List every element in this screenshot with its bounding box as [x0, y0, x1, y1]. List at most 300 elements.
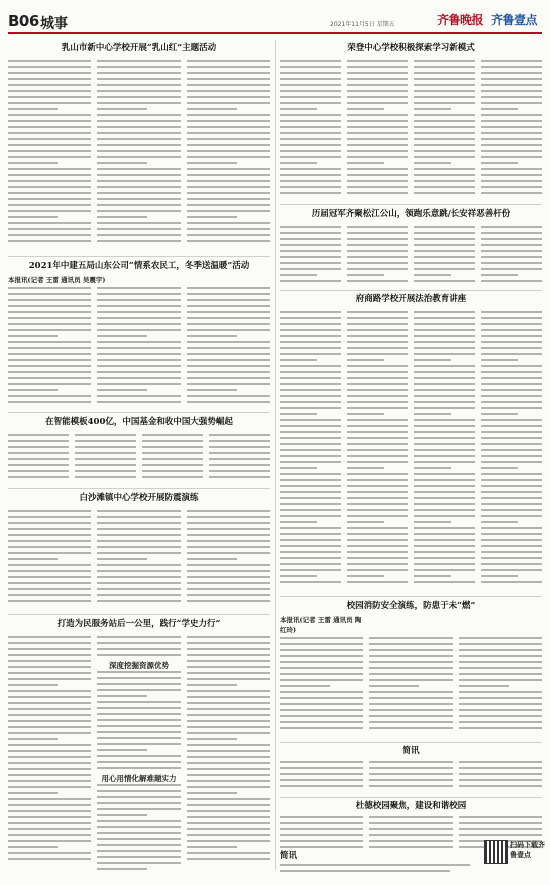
- text-line: [459, 637, 542, 639]
- text-line: [97, 132, 180, 134]
- text-line: [8, 401, 91, 403]
- text-line: [481, 479, 542, 481]
- text-line: [187, 108, 237, 110]
- text-line: [347, 443, 408, 445]
- text-line: [481, 96, 542, 98]
- text-line: [414, 551, 475, 553]
- text-line: [280, 870, 450, 872]
- text-line: [414, 359, 451, 361]
- text-line: [481, 262, 542, 264]
- text-line: [459, 703, 542, 705]
- text-line: [414, 262, 475, 264]
- text-line: [280, 84, 341, 86]
- text-line: [97, 138, 180, 140]
- text-line: [414, 575, 451, 577]
- text-line: [187, 852, 270, 854]
- text-line: [481, 78, 542, 80]
- text-line: [280, 846, 363, 848]
- text-line: [8, 204, 91, 206]
- text-line: [209, 476, 270, 478]
- text-line: [187, 323, 270, 325]
- text-line: [8, 126, 91, 128]
- text-line: [97, 210, 180, 212]
- text-line: [347, 90, 408, 92]
- text-line: [8, 822, 91, 824]
- text-line: [187, 335, 237, 337]
- text-line: [347, 102, 408, 104]
- text-line: [481, 317, 542, 319]
- text-line: [97, 868, 147, 870]
- text-line: [97, 120, 180, 122]
- text-line: [142, 476, 203, 478]
- text-line: [8, 341, 91, 343]
- text-line: [187, 738, 237, 740]
- text-line: [347, 383, 408, 385]
- text-line: [187, 144, 270, 146]
- text-line: [97, 695, 147, 697]
- text-line: [8, 702, 91, 704]
- text-line: [8, 311, 91, 313]
- text-line: [347, 280, 408, 282]
- text-line: [347, 395, 408, 397]
- text-line: [414, 443, 475, 445]
- text-line: [97, 594, 180, 596]
- text-line: [414, 485, 475, 487]
- text-line: [347, 72, 408, 74]
- text-line: [481, 250, 542, 252]
- text-line: [8, 792, 58, 794]
- text-line: [347, 311, 408, 313]
- text-line: [280, 761, 363, 763]
- text-line: [280, 539, 341, 541]
- text-line: [97, 648, 180, 650]
- text-line: [280, 864, 470, 866]
- text-line: [97, 66, 180, 68]
- text-line: [97, 749, 147, 751]
- text-line: [187, 834, 270, 836]
- text-line: [8, 347, 91, 349]
- text-line: [347, 335, 408, 337]
- text-line: [459, 761, 542, 763]
- text-line: [347, 389, 408, 391]
- qr-label: 扫码下载齐鲁壹点: [510, 840, 545, 859]
- rule: [280, 797, 542, 798]
- text-line: [8, 648, 91, 650]
- article-body: [280, 226, 542, 286]
- text-line: [414, 425, 475, 427]
- text-line: [347, 323, 408, 325]
- text-line: [481, 132, 542, 134]
- text-line: [459, 828, 542, 830]
- text-line: [481, 551, 542, 553]
- text-line: [8, 852, 91, 854]
- text-line: [187, 240, 270, 242]
- text-line: [187, 570, 270, 572]
- brand-blue: 齐鲁壹点: [491, 13, 538, 27]
- article-body: [8, 287, 270, 407]
- text-line: [187, 564, 270, 566]
- text-line: [97, 767, 180, 769]
- text-line: [8, 804, 91, 806]
- text-line: [187, 516, 270, 518]
- article-body: [280, 864, 480, 872]
- text-line: [8, 582, 91, 584]
- text-line: [459, 822, 542, 824]
- text-line: [347, 527, 408, 529]
- text-line: [8, 558, 58, 560]
- text-line: [8, 726, 91, 728]
- text-line: [369, 685, 419, 687]
- text-line: [280, 563, 341, 565]
- text-line: [187, 582, 270, 584]
- text-line: [187, 216, 237, 218]
- col: [8, 636, 91, 870]
- text-line: [8, 305, 91, 307]
- text-line: [280, 767, 363, 769]
- text-line: [280, 785, 363, 787]
- text-line: [280, 371, 341, 373]
- text-line: [369, 834, 452, 836]
- text-line: [369, 709, 452, 711]
- text-line: [8, 642, 91, 644]
- text-line: [187, 102, 270, 104]
- text-line: [347, 533, 408, 535]
- text-line: [187, 347, 270, 349]
- text-line: [347, 256, 408, 258]
- text-line: [280, 114, 341, 116]
- text-line: [481, 323, 542, 325]
- text-line: [347, 347, 408, 349]
- text-line: [347, 66, 408, 68]
- qr-code[interactable]: [484, 840, 508, 864]
- text-line: [209, 464, 270, 466]
- text-line: [97, 96, 180, 98]
- text-line: [142, 452, 203, 454]
- text-line: [414, 521, 451, 523]
- text-line: [280, 317, 341, 319]
- text-line: [209, 434, 270, 436]
- text-line: [481, 72, 542, 74]
- text-line: [481, 467, 518, 469]
- text-line: [481, 274, 518, 276]
- text-line: [187, 648, 270, 650]
- col: [75, 434, 136, 482]
- text-line: [280, 649, 363, 651]
- col: [8, 510, 91, 606]
- text-line: [347, 371, 408, 373]
- issue-date: 2021年11月5日 星期五: [330, 21, 395, 28]
- text-line: [97, 862, 180, 864]
- text-line: [97, 311, 180, 313]
- text-line: [347, 132, 408, 134]
- text-line: [187, 756, 270, 758]
- text-line: [481, 180, 542, 182]
- text-line: [414, 371, 475, 373]
- text-line: [8, 293, 91, 295]
- text-line: [8, 732, 91, 734]
- text-line: [97, 299, 180, 301]
- text-line: [187, 510, 270, 512]
- col: [280, 816, 363, 852]
- text-line: [97, 186, 180, 188]
- text-line: [8, 768, 91, 770]
- text-line: [8, 156, 91, 158]
- text-line: [97, 341, 180, 343]
- text-line: [209, 440, 270, 442]
- text-line: [414, 150, 475, 152]
- text-line: [8, 66, 91, 68]
- text-line: [280, 527, 341, 529]
- text-line: [187, 534, 270, 536]
- text-line: [369, 816, 452, 818]
- text-line: [481, 575, 518, 577]
- text-line: [347, 431, 408, 433]
- text-line: [414, 335, 475, 337]
- text-line: [97, 844, 180, 846]
- text-line: [481, 509, 542, 511]
- text-line: [97, 719, 180, 721]
- text-line: [414, 509, 475, 511]
- text-line: [8, 174, 91, 176]
- text-line: [347, 407, 408, 409]
- text-line: [481, 365, 542, 367]
- text-line: [187, 576, 270, 578]
- text-line: [8, 359, 91, 361]
- text-line: [187, 311, 270, 313]
- text-line: [347, 479, 408, 481]
- text-line: [347, 473, 408, 475]
- text-line: [97, 287, 180, 289]
- text-line: [280, 353, 341, 355]
- text-line: [459, 643, 542, 645]
- text-line: [369, 643, 452, 645]
- text-line: [280, 545, 341, 547]
- article-9: [8, 618, 270, 870]
- text-line: [481, 144, 542, 146]
- text-line: [280, 90, 341, 92]
- text-line: [481, 359, 518, 361]
- text-line: [459, 715, 542, 717]
- text-line: [459, 767, 542, 769]
- text-line: [414, 192, 475, 194]
- text-line: [8, 810, 91, 812]
- text-line: [97, 168, 180, 170]
- text-line: [142, 458, 203, 460]
- text-line: [187, 365, 270, 367]
- text-line: [481, 311, 542, 313]
- text-line: [8, 434, 69, 436]
- text-line: [142, 464, 203, 466]
- text-line: [97, 323, 180, 325]
- text-line: [414, 515, 475, 517]
- article-body: [8, 434, 270, 482]
- text-line: [8, 816, 91, 818]
- text-line: [414, 383, 475, 385]
- text-line: [8, 78, 91, 80]
- text-line: [481, 126, 542, 128]
- text-line: [97, 192, 180, 194]
- text-line: [187, 84, 270, 86]
- text-line: [414, 329, 475, 331]
- text-line: [187, 401, 270, 403]
- text-line: [414, 232, 475, 234]
- text-line: [187, 744, 270, 746]
- text-line: [347, 341, 408, 343]
- text-line: [8, 395, 91, 397]
- text-line: [97, 60, 180, 62]
- text-line: [187, 678, 270, 680]
- text-line: [280, 727, 363, 729]
- text-line: [187, 90, 270, 92]
- text-line: [97, 162, 147, 164]
- text-line: [75, 452, 136, 454]
- headline-4: 历届冠军齐聚松江公山，领跑乐意跳/长安祥恶善杆份: [311, 209, 511, 219]
- text-line: [369, 779, 452, 781]
- text-line: [414, 126, 475, 128]
- text-line: [347, 509, 408, 511]
- article-body: [8, 60, 270, 246]
- col: [459, 761, 542, 791]
- text-line: [481, 563, 542, 565]
- text-line: [280, 685, 330, 687]
- text-line: [481, 66, 542, 68]
- article-body: [280, 60, 542, 198]
- text-line: [280, 521, 317, 523]
- text-line: [187, 377, 270, 379]
- text-line: [8, 756, 91, 758]
- text-line: [97, 72, 180, 74]
- text-line: [280, 407, 341, 409]
- text-line: [481, 268, 542, 270]
- text-line: [481, 114, 542, 116]
- text-line: [187, 353, 270, 355]
- text-line: [97, 814, 147, 816]
- text-line: [481, 244, 542, 246]
- text-line: [347, 491, 408, 493]
- text-line: [414, 72, 475, 74]
- text-line: [8, 216, 58, 218]
- text-line: [280, 779, 363, 781]
- text-line: [209, 446, 270, 448]
- text-line: [280, 377, 341, 379]
- text-line: [280, 679, 363, 681]
- text-line: [97, 383, 180, 385]
- article-10: [280, 745, 542, 795]
- text-line: [414, 78, 475, 80]
- text-line: [347, 138, 408, 140]
- text-line: [97, 552, 180, 554]
- text-line: [97, 156, 180, 158]
- text-line: [280, 186, 341, 188]
- text-line: [187, 371, 270, 373]
- article-1: [8, 42, 270, 252]
- text-line: [280, 168, 341, 170]
- text-line: [280, 667, 363, 669]
- rule: [8, 488, 270, 489]
- text-line: [414, 539, 475, 541]
- text-line: [414, 461, 475, 463]
- text-line: [8, 738, 58, 740]
- text-line: [459, 685, 509, 687]
- text-line: [347, 569, 408, 571]
- header-rule: [8, 32, 542, 34]
- text-line: [280, 335, 341, 337]
- col: [187, 636, 270, 870]
- text-line: [481, 84, 542, 86]
- text-line: [481, 371, 542, 373]
- text-line: [280, 323, 341, 325]
- text-line: [369, 846, 452, 848]
- text-line: [347, 413, 384, 415]
- text-line: [369, 715, 452, 717]
- text-line: [369, 649, 452, 651]
- text-line: [97, 790, 180, 792]
- text-line: [187, 66, 270, 68]
- text-line: [8, 371, 91, 373]
- text-line: [97, 522, 180, 524]
- text-line: [481, 256, 542, 258]
- text-line: [414, 377, 475, 379]
- text-line: [280, 359, 317, 361]
- text-line: [280, 162, 317, 164]
- text-line: [347, 521, 384, 523]
- text-line: [414, 437, 475, 439]
- text-line: [187, 768, 270, 770]
- text-line: [347, 515, 408, 517]
- text-line: [75, 464, 136, 466]
- text-line: [187, 672, 270, 674]
- text-line: [75, 470, 136, 472]
- text-line: [97, 689, 180, 691]
- text-line: [347, 162, 384, 164]
- text-line: [481, 192, 542, 194]
- text-line: [209, 458, 270, 460]
- headline-7: 白沙滩镇中心学校开展防震演练: [79, 493, 199, 503]
- text-line: [187, 60, 270, 62]
- text-line: [187, 180, 270, 182]
- text-line: [481, 232, 542, 234]
- text-line: [97, 528, 180, 530]
- text-line: [97, 600, 180, 602]
- text-line: [347, 377, 408, 379]
- text-line: [280, 655, 363, 657]
- text-line: [97, 582, 180, 584]
- text-line: [187, 293, 270, 295]
- text-line: [187, 642, 270, 644]
- text-line: [187, 816, 270, 818]
- text-line: [187, 600, 270, 602]
- text-line: [8, 440, 69, 442]
- text-line: [481, 102, 542, 104]
- text-line: [280, 238, 341, 240]
- text-line: [8, 672, 91, 674]
- text-line: [347, 250, 408, 252]
- col: [347, 311, 408, 587]
- text-line: [481, 341, 542, 343]
- text-line: [414, 108, 451, 110]
- headline-1: 乳山市新中心学校开展“乳山红”主题活动: [61, 43, 217, 53]
- text-line: [414, 66, 475, 68]
- text-line: [347, 359, 384, 361]
- text-line: [8, 452, 69, 454]
- text-line: [280, 569, 341, 571]
- text-line: [97, 228, 180, 230]
- text-line: [414, 581, 475, 583]
- text-line: [481, 168, 542, 170]
- text-line: [414, 96, 475, 98]
- text-line: [8, 102, 91, 104]
- headline-9: 打造为民服务站后一公里，践行“学史力行”: [57, 619, 221, 629]
